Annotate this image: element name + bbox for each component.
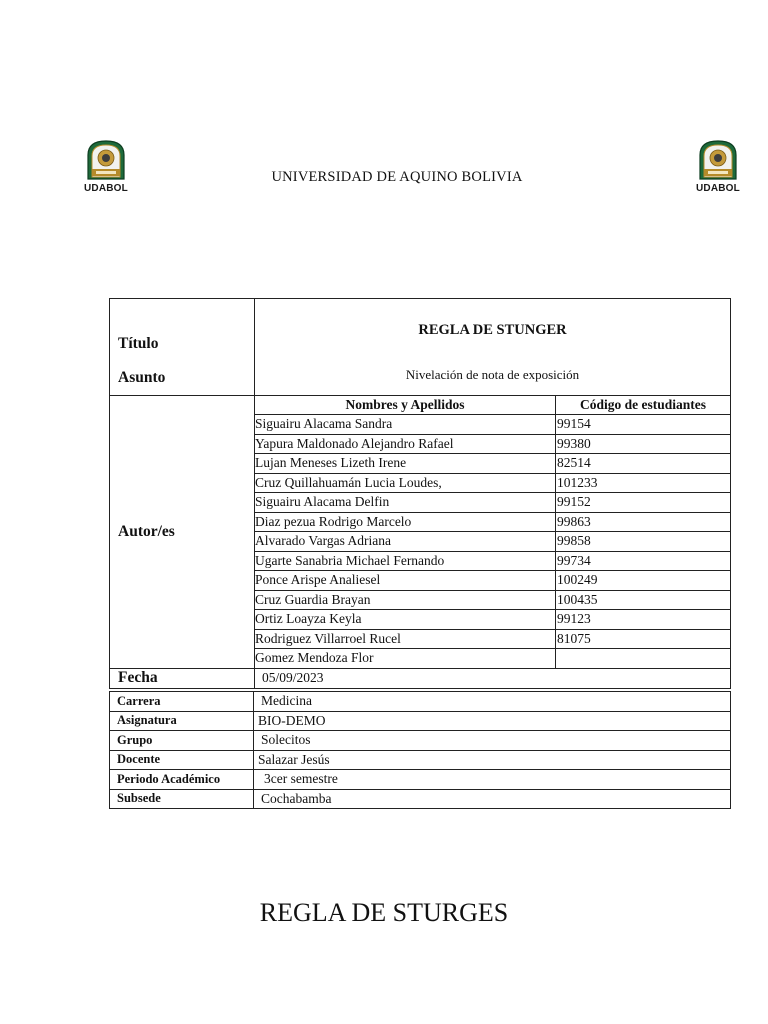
student-code: 101233 <box>556 473 731 493</box>
student-code: 99858 <box>556 532 731 552</box>
student-code: 99734 <box>556 551 731 571</box>
col-header-codes: Código de estudiantes <box>556 396 731 415</box>
autores-label: Autor/es <box>110 396 255 669</box>
title-cell <box>255 299 731 396</box>
info-row <box>110 731 731 751</box>
fecha-label: Fecha <box>110 668 255 688</box>
student-name: Ponce Arispe Analiesel <box>255 571 556 591</box>
student-name: Diaz pezua Rodrigo Marcelo <box>255 512 556 532</box>
student-code: 81075 <box>556 629 731 649</box>
info-value: Medicina <box>254 692 731 712</box>
info-row <box>110 711 731 731</box>
col-header-names: Nombres y Apellidos <box>255 396 556 415</box>
info-key: Carrera <box>110 692 254 712</box>
info-value: Solecitos <box>254 731 731 751</box>
student-name: Siguairu Alacama Sandra <box>255 415 556 435</box>
info-row <box>110 770 731 790</box>
info-row <box>110 692 731 712</box>
student-name: Yapura Maldonado Alejandro Rafael <box>255 434 556 454</box>
info-value: Salazar Jesús <box>254 750 731 770</box>
student-code: 100435 <box>556 590 731 610</box>
student-code: 82514 <box>556 454 731 474</box>
student-code <box>556 649 731 669</box>
asunto-label: Asunto <box>118 369 166 386</box>
student-name: Rodriguez Villarroel Rucel <box>255 629 556 649</box>
info-value: 3cer semestre <box>254 770 731 790</box>
cover-table <box>109 298 731 689</box>
student-code: 99863 <box>556 512 731 532</box>
info-key: Periodo Académico <box>110 770 254 790</box>
student-name: Ortiz Loayza Keyla <box>255 610 556 630</box>
info-key: Docente <box>110 750 254 770</box>
document-title: REGLA DE STUNGER <box>418 322 567 338</box>
student-code: 99152 <box>556 493 731 513</box>
document-subject: Nivelación de nota de exposición <box>405 367 580 382</box>
info-value: Cochabamba <box>254 789 731 809</box>
info-key: Asignatura <box>110 711 254 731</box>
student-name: Alvarado Vargas Adriana <box>255 532 556 552</box>
student-name: Siguairu Alacama Delfin <box>255 493 556 513</box>
student-code: 100249 <box>556 571 731 591</box>
udabol-logo-right: UDABOL <box>690 139 746 203</box>
student-name: Gomez Mendoza Flor <box>255 649 556 669</box>
info-table <box>109 691 731 809</box>
student-name: Lujan Meneses Lizeth Irene <box>255 454 556 474</box>
udabol-logo-left: UDABOL <box>78 139 134 203</box>
info-key: Subsede <box>110 789 254 809</box>
titulo-label: Título <box>118 335 159 352</box>
student-name: Ugarte Sanabria Michael Fernando <box>255 551 556 571</box>
section-title: REGLA DE STURGES <box>259 898 509 927</box>
university-name: UNIVERSIDAD DE AQUINO BOLIVIA <box>271 169 523 185</box>
student-code: 99380 <box>556 434 731 454</box>
student-code: 99154 <box>556 415 731 435</box>
info-key: Grupo <box>110 731 254 751</box>
info-row <box>110 789 731 809</box>
titulo-asunto-labels <box>110 299 255 396</box>
student-name: Cruz Quillahuamán Lucia Loudes, <box>255 473 556 493</box>
student-name: Cruz Guardia Brayan <box>255 590 556 610</box>
info-value: BIO-DEMO <box>254 711 731 731</box>
student-code: 99123 <box>556 610 731 630</box>
info-row <box>110 750 731 770</box>
fecha-value: 05/09/2023 <box>255 668 731 688</box>
